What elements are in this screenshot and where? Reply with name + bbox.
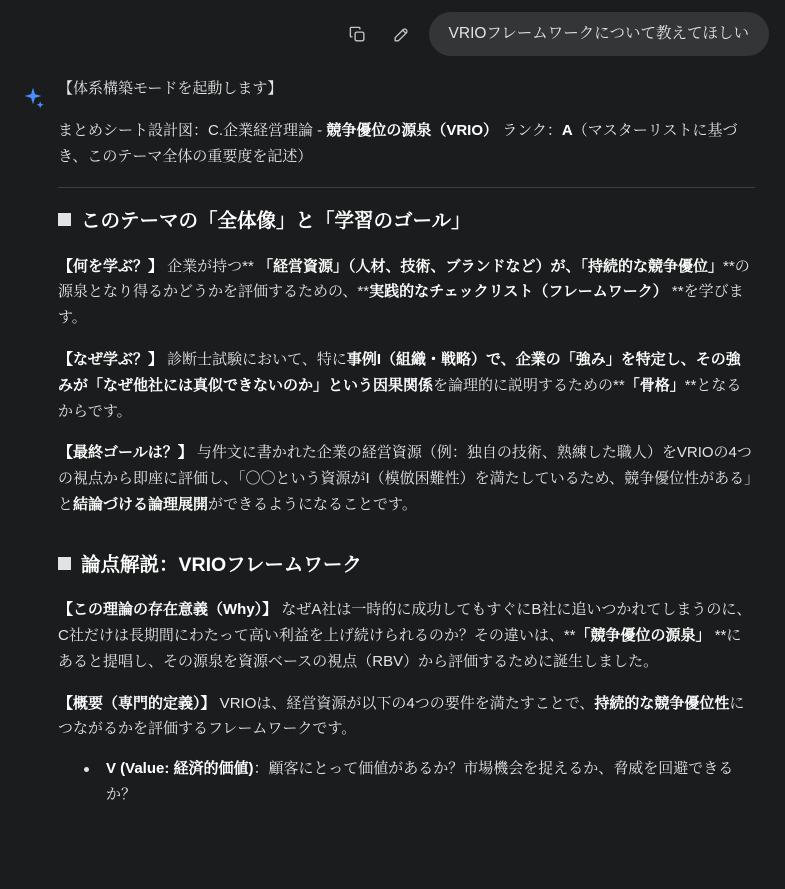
overview-what-t3: **を学びます。 — [58, 283, 744, 327]
bullet-term: V (Value: 経済的価値) — [106, 760, 254, 778]
overview-what-t2: **の源泉となり得るかどうかを評価するための、** — [58, 257, 750, 301]
square-bullet-icon — [58, 557, 71, 570]
overview-why-t3: **となるからです。 — [58, 376, 742, 420]
overview-goal-t2: ができるようになることです。 — [208, 496, 417, 514]
vrio-why-t1: なぜA社は一時的に成功してもすぐにB社に追いつかれてしまうのに、C社だけは長期間にわたって高い利益を上げ続けられるのか？その違いは、** — [58, 601, 752, 644]
sheet-rank-label: ランク： — [498, 121, 562, 139]
vrio-def-t1: VRIOは、経営資源が以下の4つの要件を満たすことで、 — [215, 694, 595, 712]
pencil-edit-icon[interactable] — [385, 17, 419, 51]
overview-why-b1: 事例I（組織・戦略）で、企業の「強み」を特定し、その強みが「なぜ他社には真似できないのか」という因果関係 — [58, 351, 741, 394]
overview-goal-b1: 結論づける論理展開 — [73, 496, 209, 514]
overview-why-lead: 【なぜ学ぶ？】 — [58, 351, 164, 369]
user-message-row — [0, 0, 785, 54]
section-heading-overview — [58, 208, 755, 235]
overview-what-b2: 実践的なチェックリスト（フレームワーク） — [369, 283, 668, 301]
overview-what-t1: 企業が持つ** — [163, 257, 259, 275]
overview-goal-lead: 【最終ゴールは？】 — [58, 444, 193, 462]
vrio-why-lead: 【この理論の存在意義（Why）】 — [58, 601, 278, 619]
overview-why-t2: を論理的に説明するための** — [433, 376, 625, 394]
section-heading-vrio — [58, 552, 755, 579]
vrio-why-b1: 「競争優位の源泉」 — [575, 626, 711, 644]
overview-what-b1: 「経営資源」（人材、技術、ブランドなど）が、「持続的な競争優位」 — [258, 257, 724, 275]
divider — [58, 187, 755, 188]
list-item — [84, 756, 755, 808]
gemini-sparkle-icon — [16, 86, 50, 110]
overview-why-b2: 「骨格」 — [624, 376, 685, 394]
overview-what-lead: 【何を学ぶ？】 — [58, 257, 164, 275]
vrio-why-t2: **にあると提唱し、その源泉を資源ベースの視点（RBV）から評価するために誕生しました。 — [58, 626, 742, 670]
vrio-def-t2: につながるかを評価するフレームワークです。 — [58, 694, 745, 738]
overview-why-paragraph — [58, 347, 755, 424]
vrio-def-b1: 持続的な競争優位性 — [594, 694, 730, 712]
section-heading-vrio-text: 論点解説：VRIOフレームワーク — [81, 553, 362, 576]
sheet-suffix: （マスターリストに基づき、このテーマ全体の重要度を記述） — [58, 121, 738, 165]
overview-why-t1: 診断士試験において、特に — [163, 351, 347, 369]
model-response-content — [50, 76, 769, 818]
overview-what-paragraph — [58, 254, 755, 331]
bullet-desc: ：顧客にとって価値があるか？市場機会を捉えるか、脅威を回避できるか？ — [106, 760, 734, 803]
user-message-bubble[interactable]: VRIOフレームワークについて教えてほしい — [429, 12, 769, 56]
section-heading-overview-text: このテーマの「全体像」と「学習のゴール」 — [81, 210, 471, 233]
vrio-why-paragraph — [58, 597, 755, 674]
vrio-definition-paragraph — [58, 691, 755, 743]
vrio-bullet-list — [58, 756, 755, 808]
vrio-def-lead: 【概要（専門的定義）】 — [58, 694, 216, 712]
model-message-row — [0, 54, 785, 818]
square-bullet-icon — [58, 213, 71, 226]
mode-line: 【体系構築モードを起動します】 — [58, 80, 283, 97]
sheet-topic: 競争優位の源泉（VRIO） — [326, 121, 499, 139]
copy-icon[interactable] — [341, 17, 375, 51]
sheet-rank-value: A — [561, 121, 573, 139]
overview-goal-t1: 与件文に書かれた企業の経営資源（例：独自の技術、熟練した職人）をVRIOの4つの視点から即座に評価し、「〇〇という資源がI（模倣困難性）を満たしているため、競争優位性がある」と — [58, 444, 752, 514]
sheet-prefix: まとめシート設計図：C.企業経営理論 - — [58, 121, 327, 139]
sheet-blueprint-line — [58, 118, 755, 170]
overview-goal-paragraph — [58, 440, 755, 517]
